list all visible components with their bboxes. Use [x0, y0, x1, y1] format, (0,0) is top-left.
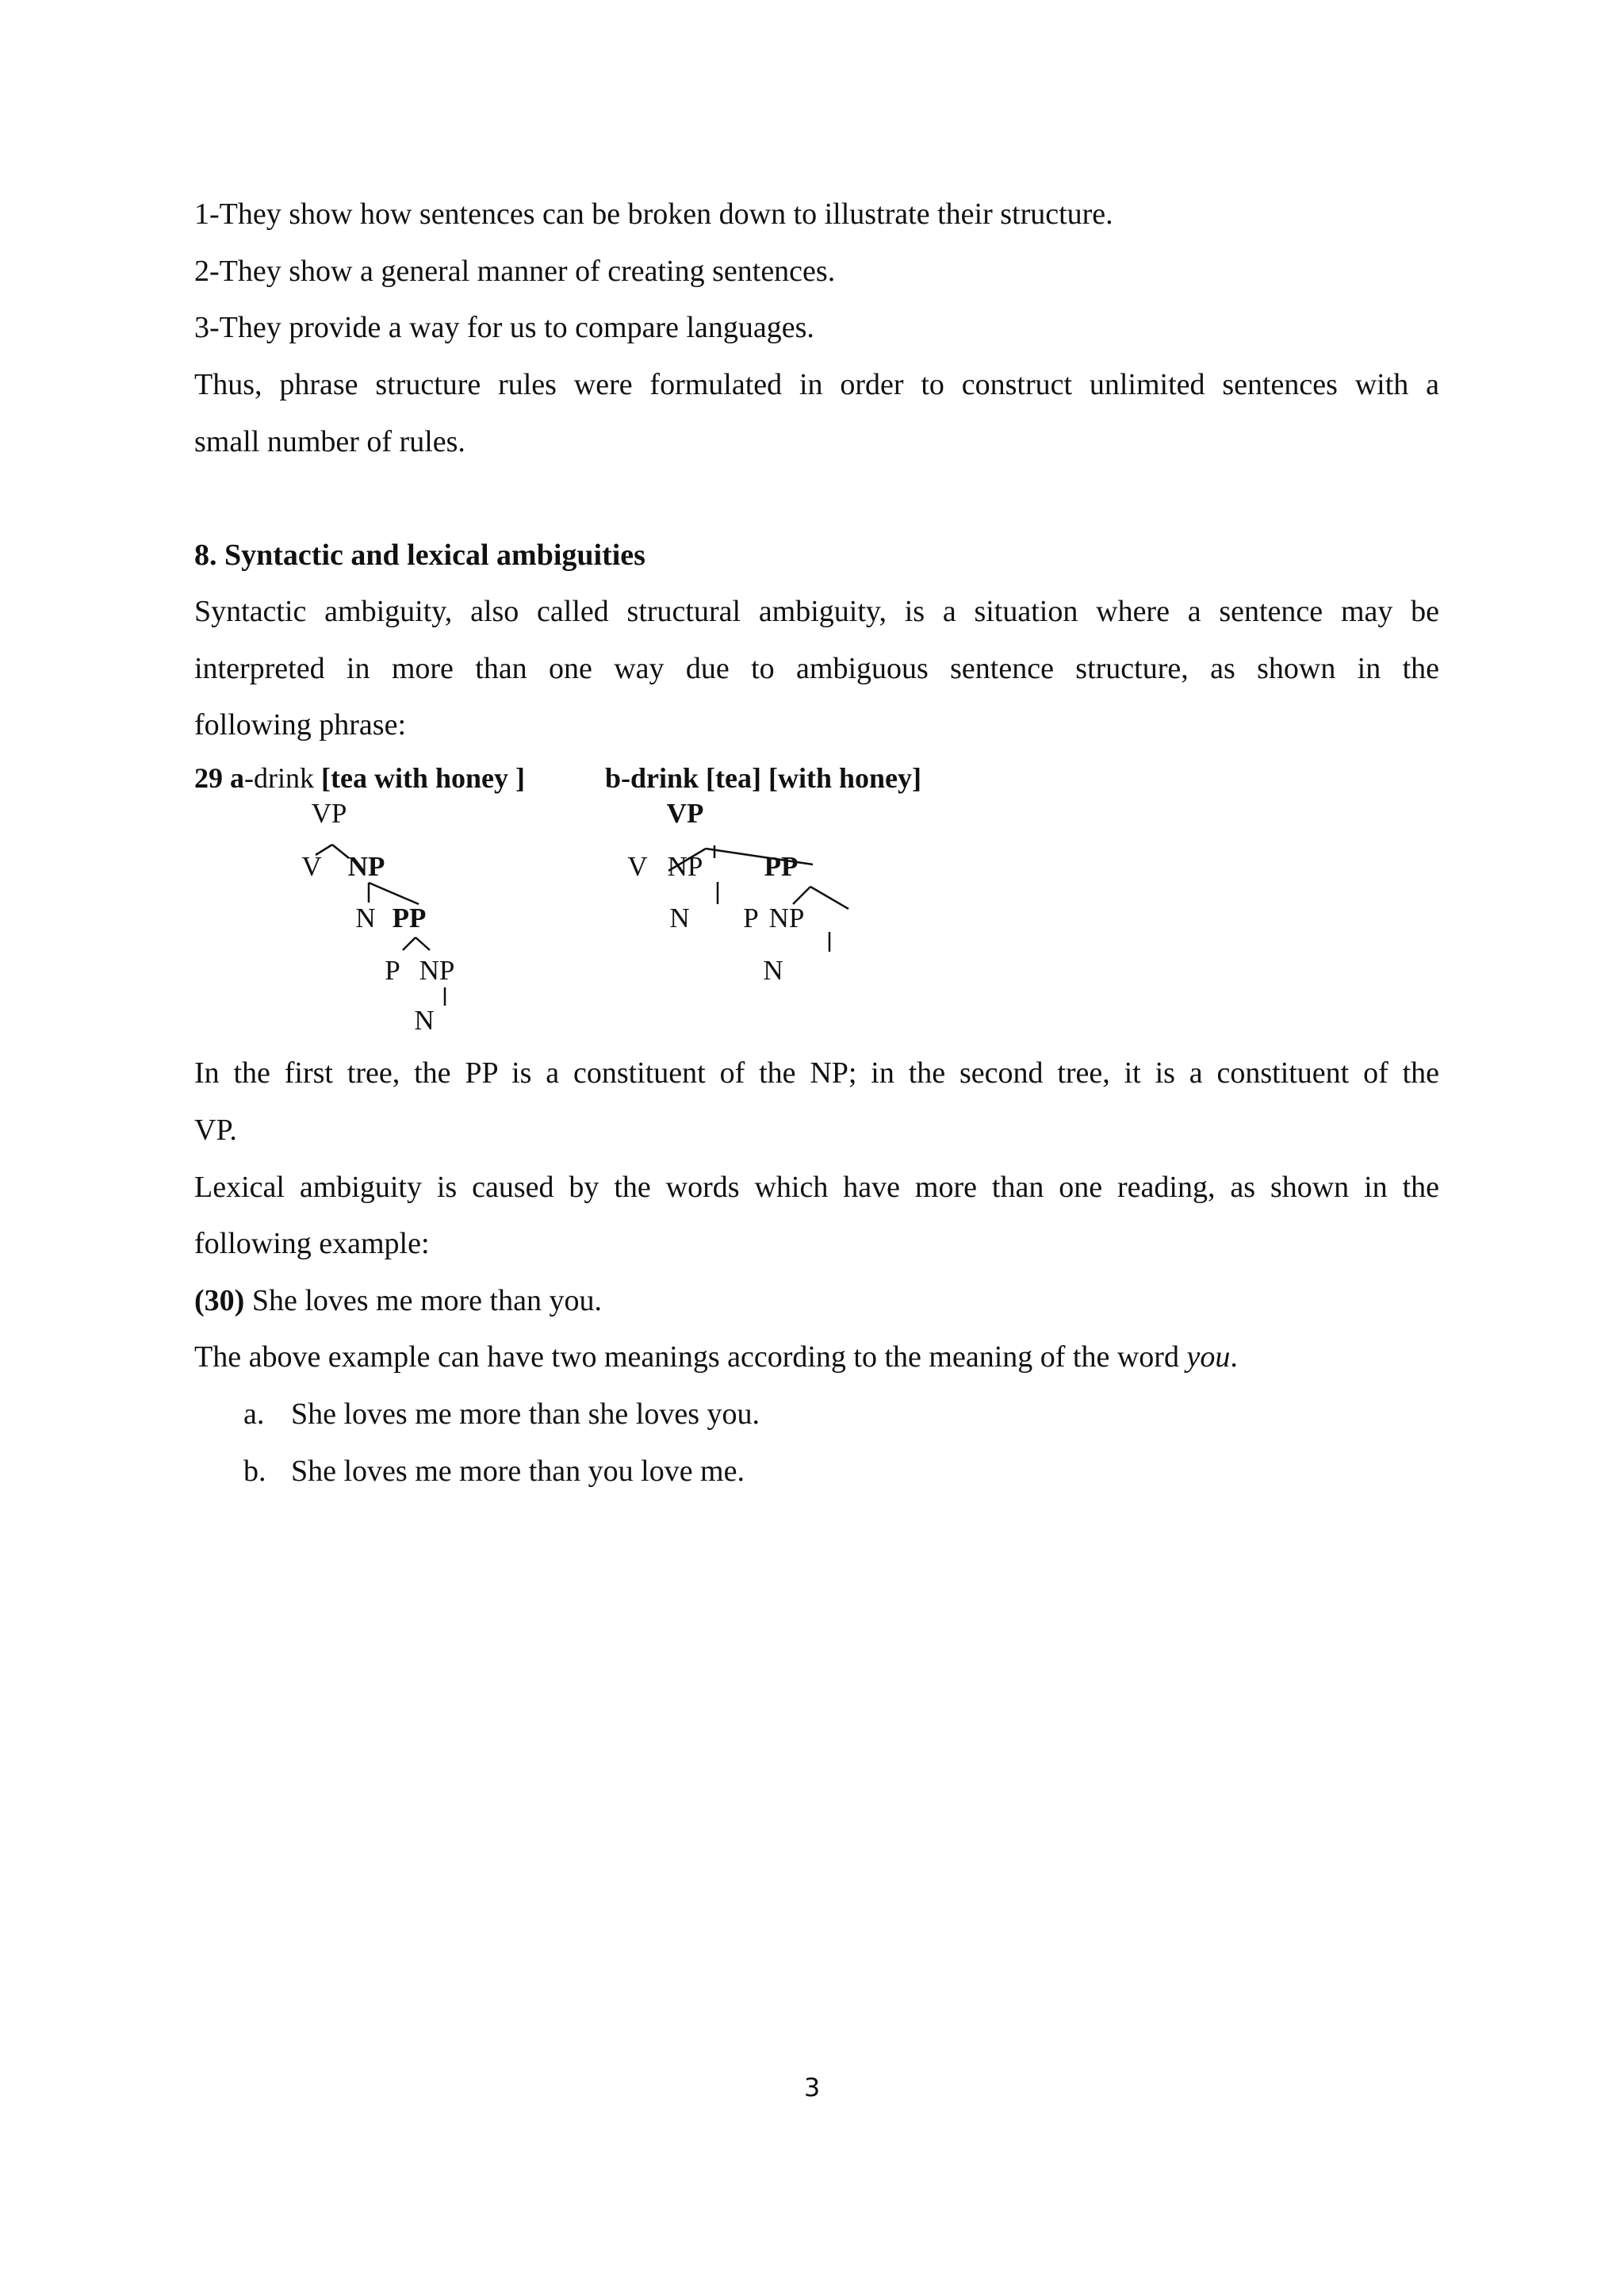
tree-a-branch-np: [332, 845, 349, 858]
tree-b-pp: PP: [764, 851, 799, 882]
tree-a-v: V: [301, 851, 322, 882]
tree-a-n2: N: [414, 1005, 435, 1036]
example-29-b: b-drink [tea] [with honey]: [605, 762, 922, 794]
meanings-intro: [194, 1337, 1439, 1377]
after-tree-line-1: In the first tree, the PP is a constituent of the NP; in the second tree, it is a constituent of the: [194, 1056, 1439, 1090]
thus-line-1: Thus, phrase structure rules were formulated in order to construct unlimited sentences with a: [194, 368, 1439, 401]
tree-b-np: NP: [667, 851, 703, 882]
syntactic-line-1: Syntactic ambiguity, also called structural ambiguity, is a situation where a sentence may be: [194, 595, 1439, 628]
example-a-word: -drink: [244, 762, 314, 794]
meaning-b-marker: b.: [243, 1455, 266, 1488]
meanings-intro-text: The above example can have two meanings according to the meaning of the word: [194, 1340, 1187, 1374]
example-30-text: She loves me more than you.: [244, 1284, 602, 1317]
syntactic-line-3: following phrase:: [194, 708, 407, 742]
tree-b-n: N: [669, 903, 690, 933]
thus-line-2: small number of rules.: [194, 425, 465, 458]
tree-lines: [0, 0, 1624, 1047]
page-number: 3: [803, 2072, 821, 2102]
example-number: 29: [194, 762, 223, 794]
tree-a-np: NP: [347, 851, 385, 882]
example-a-bracket: [tea with honey ]: [320, 762, 525, 794]
example-30-number: (30): [194, 1284, 245, 1317]
tree-a-p: P: [385, 955, 400, 986]
example-a-label: a: [230, 762, 244, 794]
tree-a-n: N: [355, 903, 376, 933]
tree-b-n2: N: [763, 955, 783, 986]
tree-a-vp: VP: [311, 798, 347, 829]
lexical-line-2: following example:: [194, 1227, 430, 1260]
example-30: [194, 1281, 1439, 1320]
list-line-1: 1-They show how sentences can be broken down to illustrate their structure.: [194, 197, 1113, 231]
meanings-intro-word: you: [1186, 1340, 1231, 1374]
list-line-3: 3-They provide a way for us to compare languages.: [194, 311, 814, 344]
list-line-2: 2-They show a general manner of creating sentences.: [194, 255, 836, 288]
tree-a-branch-pp: [369, 883, 419, 904]
meaning-a-marker: a.: [243, 1397, 265, 1431]
tree-a-branch-p: [403, 937, 416, 950]
tree-b-branch-np2: [810, 887, 848, 909]
lexical-line-1: Lexical ambiguity is caused by the words which have more than one reading, as shown in the: [194, 1171, 1439, 1204]
meaning-a-text: She loves me more than she loves you.: [291, 1397, 760, 1431]
tree-a-pp: PP: [392, 903, 427, 933]
tree-b-p: P: [743, 903, 759, 933]
section-heading: 8. Syntactic and lexical ambiguities: [194, 539, 645, 572]
after-tree-line-2: VP.: [194, 1114, 237, 1147]
tree-a-np2: NP: [419, 955, 455, 986]
syntactic-line-2: interpreted in more than one way due to ambiguous sentence structure, as shown in the: [194, 652, 1439, 685]
tree-b-vp: VP: [666, 798, 704, 829]
tree-a-branch-np2: [416, 937, 430, 950]
tree-b-branch-p: [793, 887, 810, 904]
tree-b-np2: NP: [768, 903, 805, 933]
meaning-b-text: She loves me more than you love me.: [291, 1455, 745, 1488]
meanings-intro-end: .: [1230, 1340, 1238, 1374]
tree-b-v: V: [627, 851, 648, 882]
